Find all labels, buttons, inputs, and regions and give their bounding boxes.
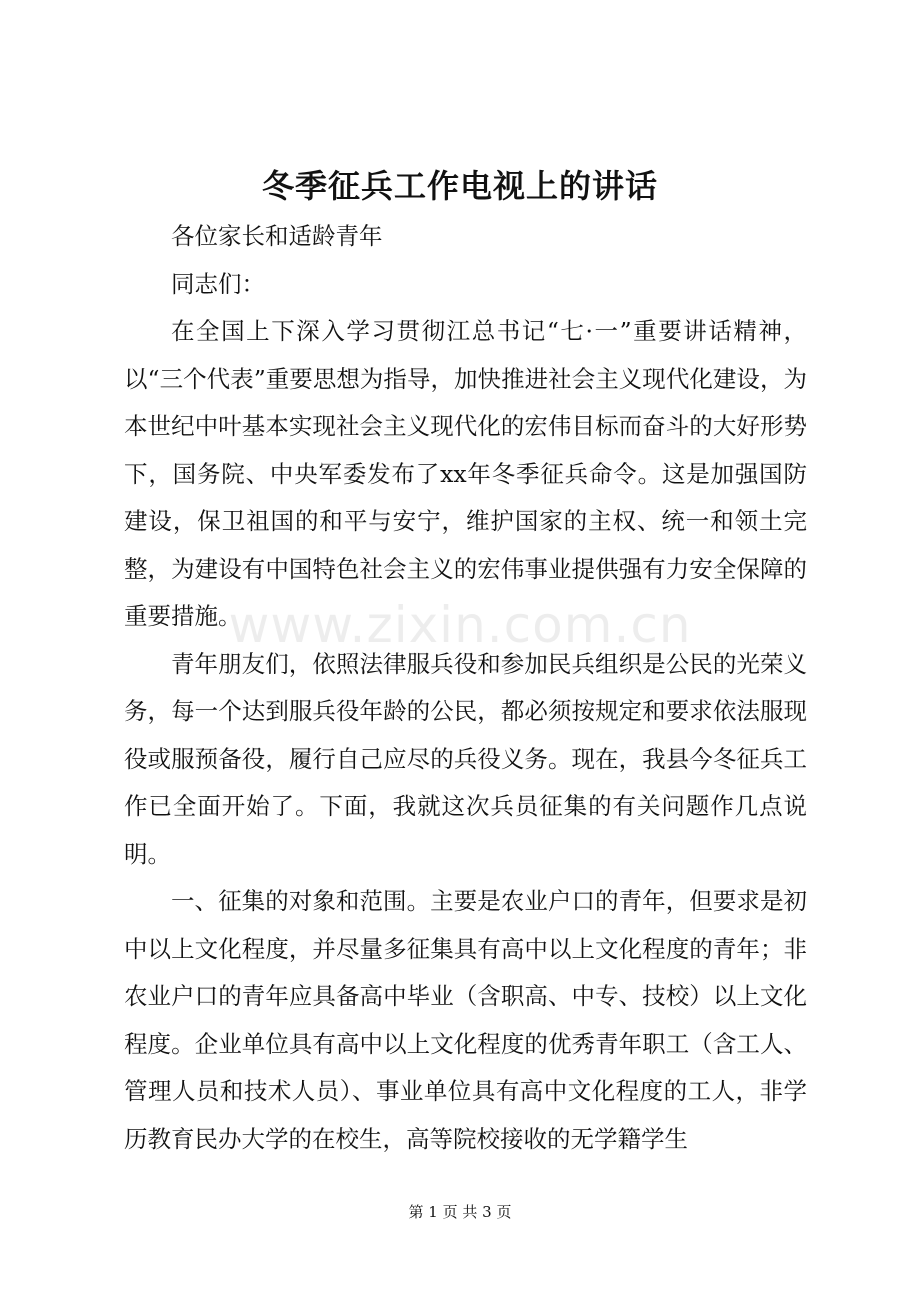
- body-paragraph: 青年朋友们，依照法律服兵役和参加民兵组织是公民的光荣义务，每一个达到服兵役年龄的公民，都必须按规定和要求依法服现役或服预备役，履行自己应尽的兵役义务。现在，我县今冬征兵工作已全面开始了。下面，我就这次兵员征集的有关问题作几点说明。: [124, 649, 807, 868]
- document-body: [124, 213, 807, 1163]
- page-footer: 第 1 页 共 3 页: [408, 1203, 512, 1221]
- document-title: 冬季征兵工作电视上的讲话: [261, 167, 658, 205]
- salutation-paragraph: 各位家长和适龄青年: [171, 222, 383, 250]
- body-paragraph: 在全国上下深入学习贯彻江总书记“七·一”重要讲话精神，以“三个代表”重要思想为指导，加快推进社会主义现代化建设，为本世纪中叶基本实现社会主义现代化的宏伟目标而奋斗的大好形势下，国务院、中央军委发布了xx年冬季征兵命令。这是加强国防建设，保卫祖国的和平与安宁，维护国家的主权、统一和领土完整，为建设有中国特色社会主义的宏伟事业提供强有力安全保障的重要措施。: [124, 317, 807, 630]
- greeting-paragraph: 同志们：: [171, 269, 265, 298]
- body-paragraph: 一、征集的对象和范围。主要是农业户口的青年，但要求是初中以上文化程度，并尽量多征集具有高中以上文化程度的青年；非农业户口的青年应具备高中毕业（含职高、中专、技校）以上文化程度。企业单位具有高中以上文化程度的优秀青年职工（含工人、管理人员和技术人员）、事业单位具有高中文化程度的工人，非学历教育民办大学的在校生，高等院校接收的无学籍学生: [124, 887, 807, 1153]
- watermark: www.zixin.com.cn: [228, 596, 692, 654]
